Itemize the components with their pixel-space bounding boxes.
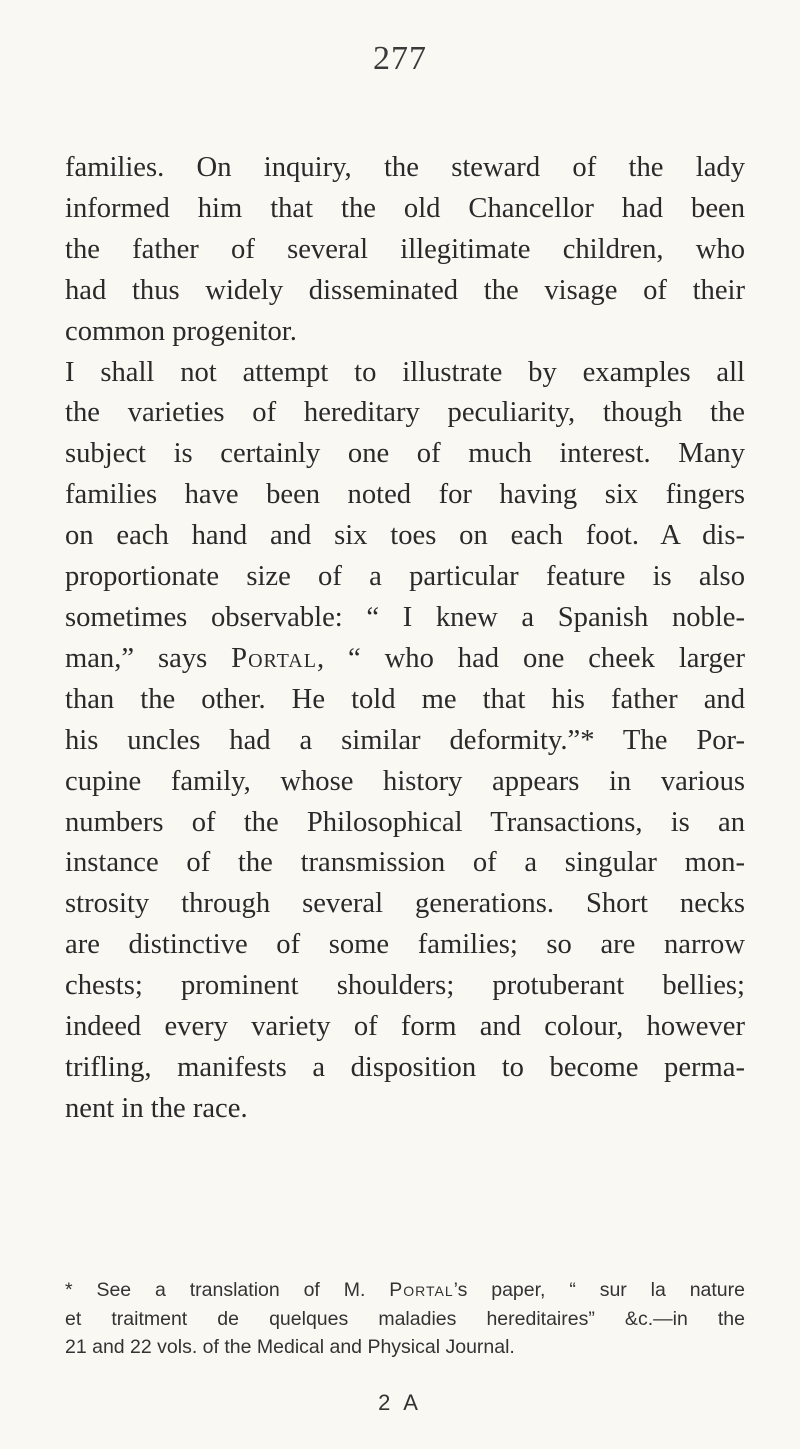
text-segment: , “ who had one cheek larger [316, 642, 745, 674]
footnote-line: et traitment de quelques maladies hereditaires” &c.—in the [65, 1307, 745, 1330]
footnote [65, 1276, 745, 1362]
text-line: common progenitor. [65, 315, 297, 347]
text-line: cupine family, whose history appears in various [65, 765, 745, 797]
body-text [65, 148, 745, 1130]
text-line: informed him that the old Chancellor had been [65, 192, 745, 224]
text-line: the varieties of hereditary peculiarity, though the [65, 397, 745, 429]
text-line: sometimes observable: “ I knew a Spanish noble- [65, 601, 745, 633]
author-name: Portal [231, 642, 317, 674]
text-segment: man,” says [65, 642, 232, 674]
signature-mark: 2 A [378, 1390, 422, 1415]
text-line: subject is certainly one of much interest. Many [65, 438, 745, 470]
text-segment: * See a translation of M. [65, 1279, 390, 1301]
text-line: instance of the transmission of a singular mon- [65, 847, 745, 879]
footnote-line: 21 and 22 vols. of the Medical and Physical Journal. [65, 1336, 515, 1358]
text-line: proportionate size of a particular feature is also [65, 561, 745, 593]
text-line: nent in the race. [65, 1092, 248, 1124]
text-line: strosity through several generations. Short necks [65, 888, 745, 920]
text-line: than the other. He told me that his father and [65, 683, 745, 715]
text-line: are distinctive of some families; so are narrow [65, 929, 745, 961]
text-segment: ’s paper, “ sur la nature [453, 1279, 745, 1301]
page-number: 277 [373, 40, 427, 77]
text-line [65, 639, 745, 680]
text-line: numbers of the Philosophical Transactions, is an [65, 806, 745, 838]
text-line: the father of several illegitimate children, who [65, 233, 745, 265]
text-line: families have been noted for having six fingers [65, 479, 745, 511]
footnote-line [65, 1276, 745, 1305]
text-line: his uncles had a similar deformity.”* The Por- [65, 724, 745, 756]
text-line: indeed every variety of form and colour, however [65, 1011, 745, 1043]
text-line: chests; prominent shoulders; protuberant bellies; [65, 970, 745, 1002]
text-line: trifling, manifests a disposition to become perma- [65, 1051, 745, 1083]
author-name: Portal [389, 1279, 454, 1301]
text-line: families. On inquiry, the steward of the lady [65, 152, 745, 183]
text-line: had thus widely disseminated the visage of their [65, 274, 745, 306]
text-line: on each hand and six toes on each foot. A dis- [65, 520, 745, 552]
text-line: I shall not attempt to illustrate by examples all [65, 356, 745, 388]
